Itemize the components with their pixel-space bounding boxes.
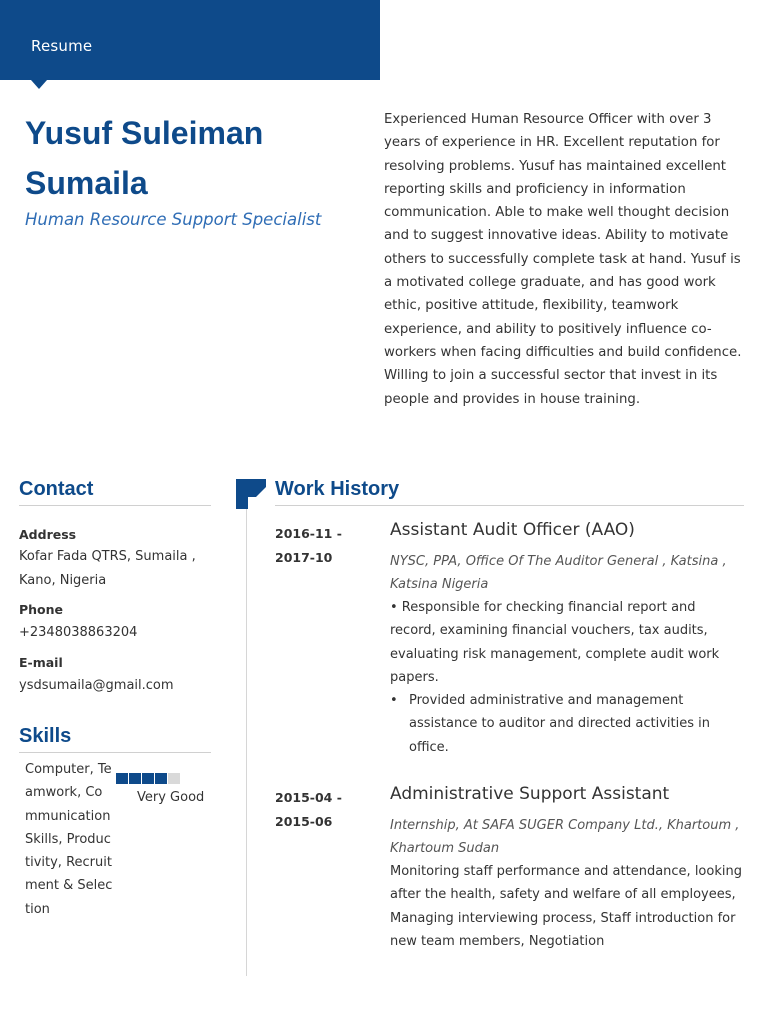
skills-divider (19, 752, 211, 753)
contact-heading: Contact (19, 478, 94, 500)
phone-label: Phone (19, 602, 64, 617)
work-history-divider (275, 505, 744, 506)
job-position: Assistant Audit Officer (AAO) (390, 520, 635, 540)
skill-list: Computer, Teamwork, Communication Skills, Productivity, Recruitment & Selection (25, 762, 113, 917)
candidate-name: Yusuf Suleiman Sumaila (25, 115, 264, 201)
skill-level-label: Very Good (137, 790, 205, 805)
job-organization: NYSC, PPA, Office Of The Auditor General , Katsina , Katsina Nigeria (390, 554, 727, 593)
bullet-icon: • (390, 693, 398, 708)
phone-value: +2348038863204 (19, 625, 138, 640)
skill-rating-square (168, 773, 180, 784)
banner-notch (31, 80, 47, 89)
timeline-line (246, 500, 247, 976)
email-label: E-mail (19, 655, 63, 670)
skill-rating-square (155, 773, 167, 784)
skill-rating-square (116, 773, 128, 784)
job-organization: Internship, At SAFA SUGER Company Ltd., Khartoum , Khartoum Sudan (390, 818, 740, 857)
banner-label: Resume (31, 37, 93, 55)
skill-rating-bar (116, 773, 180, 784)
job-dates: 2016-11 - 2017-10 (275, 526, 342, 565)
address-value: Kofar Fada QTRS, Sumaila , Kano, Nigeria (19, 549, 196, 588)
professional-summary: Experienced Human Resource Officer with over 3 years of experience in HR. Excellent reputation for resolving problems. Yusuf has maintained excellent reporting skills and proficiency in information communication. Able to make well thought decision and to suggest innovative ideas. Ability to motivate others to successfully complete task at hand. Yusuf is a motivated college graduate, and has good work ethic, positive attitude, flexibility, teamwork experience, and ability to positively influence co-workers when facing difficulties and build confidence. Willing to join a successful sector that invest in its people and provides in house training. (384, 112, 742, 407)
flag-icon (236, 479, 268, 511)
skill-rating-square (142, 773, 154, 784)
job-description: • Responsible for checking financial report and record, examining financial vouchers, tax audits, evaluating risk management, complete audit work papers. (390, 600, 720, 685)
job-dates: 2015-04 - 2015-06 (275, 790, 342, 829)
job-position: Administrative Support Assistant (390, 784, 670, 804)
header-banner (0, 0, 380, 80)
work-history-heading: Work History (275, 478, 400, 500)
candidate-title: Human Resource Support Specialist (25, 210, 322, 229)
contact-divider (19, 505, 211, 506)
skills-heading: Skills (19, 725, 72, 747)
address-label: Address (19, 527, 77, 542)
job-description: Monitoring staff performance and attendance, looking after the health, safety and welfare of all employees, Managing interviewing process, Staff introduction for new team members, Negotiation (390, 864, 742, 949)
email-link[interactable]: ysdsumaila@gmail.com (19, 678, 174, 693)
skill-rating-square (129, 773, 141, 784)
job-bullet-text: Provided administrative and management assistance to auditor and directed activities in office. (409, 693, 710, 755)
